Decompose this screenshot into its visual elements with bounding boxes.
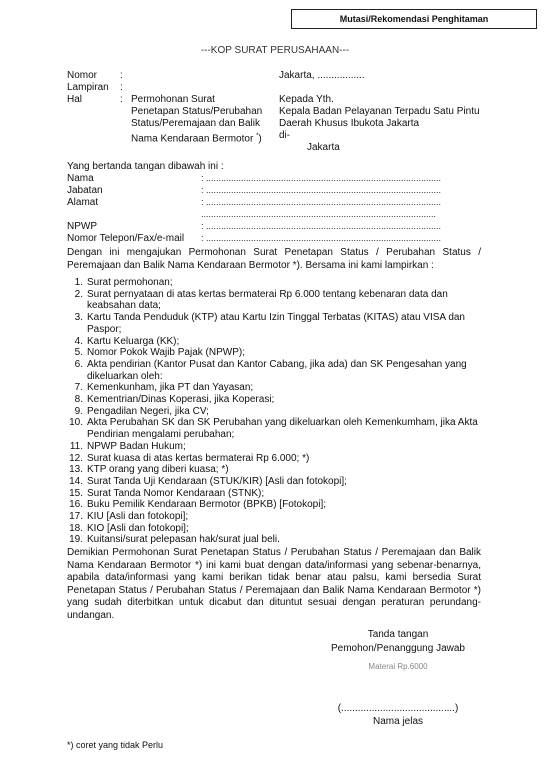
signature-name <box>318 703 478 728</box>
field-blank[interactable]: .............................................................................................. <box>201 209 437 219</box>
stamp-duty-note: Materai Rp.6000 <box>368 662 428 671</box>
hal-subject <box>131 94 262 145</box>
list-item: 15. Surat Tanda Nomor Kendaraan (STNK); <box>69 487 265 499</box>
field-blank[interactable]: : .............................................................................................. <box>201 221 442 231</box>
field-telepon <box>67 233 467 245</box>
list-item: 2. Surat pernyataan di atas kertas bermaterai Rp 6.000 tentang kebenaran data dan keabsahan data; <box>74 288 448 312</box>
letterhead-placeholder: ---KOP SURAT PERUSAHAAN--- <box>200 45 350 56</box>
field-alamat <box>67 197 467 209</box>
signature-name-label: Nama jelas <box>372 716 424 727</box>
list-item: 4. Kartu Keluarga (KK); <box>74 335 180 347</box>
list-item: 6. Akta pendirian (Kantor Pusat dan Kantor Cabang, jika ada) dan SK Pengesahan yang dikeluarkan oleh: <box>74 358 467 382</box>
hal-line: Nama Kendaraan Bermotor *) <box>131 133 262 145</box>
recipient-line: Kepada Yth. <box>279 94 334 105</box>
list-item: 16. Buku Pemilik Kendaraan Bermotor (BPKB) [Fotokopi]; <box>69 499 326 511</box>
closing-paragraph: Demikian Permohonan Surat Penetapan Status / Perubahan Status / Peremajaan dan Balik Nama Kendaraan Bermotor *) ini kami buat dengan data/informasi yang sebenar-benarnya, apabila data/informasi yang kami berikan tidak benar atau palsu, kami bersedia Surat Penetapan Status / Perubahan Status / Peremajaan dan Balik Nama Kendaraan Bermotor *) yang sudah diterbitkan untuk dicabut dan dituntut sesuai dengan peraturan perundang-undangan. <box>67 547 481 621</box>
lampiran-colon: : <box>120 82 123 93</box>
field-label: Nomor Telepon/Fax/e-mail <box>67 233 185 244</box>
field-label: Nama <box>67 173 94 184</box>
field-blank[interactable]: : .............................................................................................. <box>201 197 442 207</box>
recipient-line: Kepala Badan Pelayanan Terpadu Satu Pintu <box>279 106 480 117</box>
list-item: 14. Surat Tanda Uji Kendaraan (STUK/KIR) [Asli dan fotokopi]; <box>69 475 347 487</box>
hal-label: Hal <box>67 94 83 105</box>
hal-line: Status/Peremajaan dan Balik <box>131 118 260 129</box>
list-item: 12. Surat kuasa di atas kertas bermaterai Rp 6.000; *) <box>69 452 310 464</box>
form-type-box <box>291 9 537 29</box>
list-item: 13. KTP orang yang diberi kuasa; *) <box>69 464 229 476</box>
footnote: *) coret yang tidak Perlu <box>67 740 164 750</box>
signature-title: Tanda tangan <box>367 629 429 640</box>
list-item: 3. Kartu Tanda Penduduk (KTP) atau Kartu Izin Tinggal Terbatas (KITAS) atau VISA dan Paspor; <box>74 312 465 335</box>
field-label: NPWP <box>67 221 97 232</box>
nomor-colon: : <box>120 70 123 81</box>
list-item: 17. KIU [Asli dan fotokopi]; <box>69 511 189 523</box>
field-label: Alamat <box>67 197 99 208</box>
recipient-line: Jakarta <box>307 142 340 153</box>
field-blank[interactable]: : .............................................................................................. <box>201 173 442 183</box>
signer-fields <box>67 173 467 245</box>
field-npwp <box>67 221 467 233</box>
requirements-list <box>67 277 481 546</box>
list-item: 7. Kemenkunham, jika PT dan Yayasan; <box>74 382 254 394</box>
place-date: Jakarta, ................. <box>279 70 365 81</box>
recipient-line: Daerah Khusus Ibukota Jakarta <box>279 118 420 129</box>
signer-intro: Yang bertanda tangan dibawah ini : <box>67 161 224 172</box>
signature-block <box>318 629 478 671</box>
list-item: 9. Pengadilan Negeri, jika CV; <box>74 405 209 417</box>
intro-paragraph: Dengan ini mengajukan Permohonan Surat Penetapan Status / Perubahan Status / Peremajaan dan Balik Nama Kendaraan Bermotor *). Bersama ini kami lampirkan : <box>67 247 481 271</box>
list-item: 5. Nomor Pokok Wajib Pajak (NPWP); <box>74 347 245 359</box>
recipient-block <box>279 94 480 154</box>
field-nama <box>67 173 467 185</box>
list-item: 11. NPWP Badan Hukum; <box>69 440 186 452</box>
field-jabatan <box>67 185 467 197</box>
field-label: Jabatan <box>67 185 103 196</box>
form-type-label: Mutasi/Rekomendasi Penghitaman <box>339 14 489 24</box>
nomor-label: Nomor <box>67 70 98 81</box>
list-item: 18. KIO [Asli dan fotokopi]; <box>69 522 189 534</box>
field-blank[interactable]: : .............................................................................................. <box>201 185 442 195</box>
hal-colon: : <box>120 94 123 105</box>
hal-line: Penetapan Status/Perubahan <box>131 106 263 117</box>
list-item: 19. Kuitansi/surat pelepasan hak/surat jual beli. <box>69 534 280 546</box>
recipient-line: di- <box>279 130 291 141</box>
lampiran-label: Lampiran <box>67 82 109 93</box>
list-item: 8. Kementrian/Dinas Koperasi, jika Koperasi; <box>74 394 275 406</box>
signature-blank[interactable]: (.........................................) <box>337 703 459 714</box>
field-alamat-cont <box>67 209 467 221</box>
signature-role: Pemohon/Penanggung Jawab <box>331 643 465 654</box>
list-item: 1. Surat permohonan; <box>74 277 173 288</box>
field-blank[interactable]: : .............................................................................................. <box>201 233 442 243</box>
hal-line: Permohonan Surat <box>131 94 215 105</box>
list-item: 10. Akta Perubahan SK dan SK Perubahan yang dikeluarkan oleh Kemenkumham, jika Akta Pendirian mengalami perubahan; <box>69 417 478 441</box>
